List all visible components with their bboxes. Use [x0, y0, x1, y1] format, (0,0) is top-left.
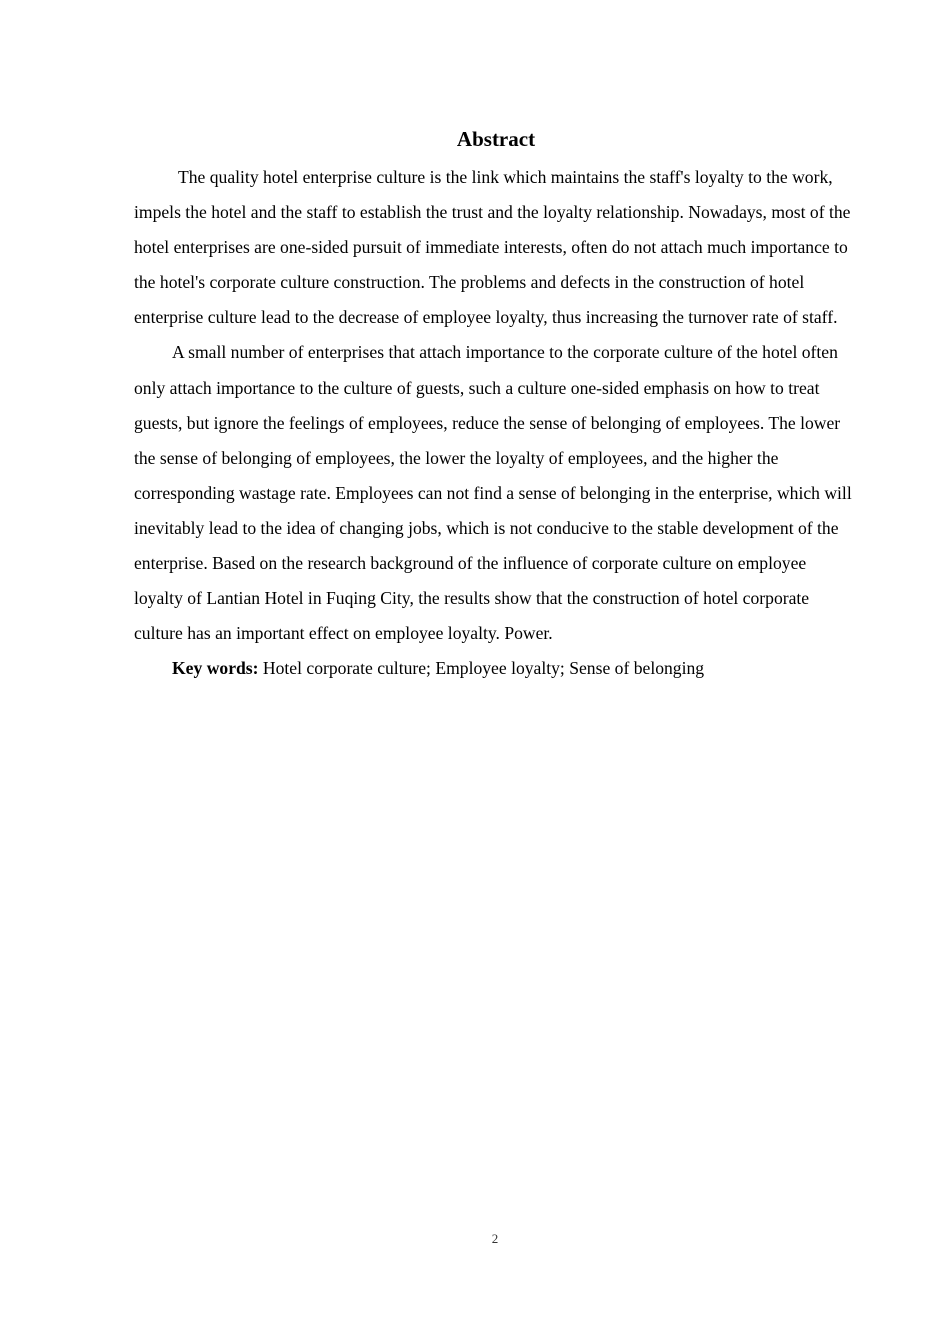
- keywords-line: [134, 651, 858, 686]
- abstract-section: [134, 124, 858, 686]
- abstract-paragraph-1: The quality hotel enterprise culture is the link which maintains the staff's loyalty to the work, impels the hotel and the staff to establish the trust and the loyalty relationship. Nowadays, most of the hotel enterprises are one-sided pursuit of immediate interests, often do not attach much importance to the hotel's corporate culture construction. The problems and defects in the construction of hotel enterprise culture lead to the decrease of employee loyalty, thus increasing the turnover rate of staff.: [134, 167, 851, 328]
- abstract-title: Abstract: [456, 127, 536, 151]
- abstract-paragraph-2: A small number of enterprises that attach importance to the corporate culture of the hotel often only attach importance to the culture of guests, such a culture one-sided emphasis on how to treat guests, but ignore the feelings of employees, reduce the sense of belonging of employees. The lower the sense of belonging of employees, the lower the loyalty of employees, and the higher the corresponding wastage rate. Employees can not find a sense of belonging in the enterprise, which will inevitably lead to the idea of changing jobs, which is not conducive to the stable development of the enterprise. Based on the research background of the influence of corporate culture on employee loyalty of Lantian Hotel in Fuqing City, the results show that the construction of hotel corporate culture has an important effect on employee loyalty. Power.: [134, 342, 852, 644]
- keywords-text: Hotel corporate culture; Employee loyalty; Sense of belonging: [258, 658, 705, 679]
- page-number: 2: [491, 1231, 499, 1246]
- keywords-label: Key words:: [172, 658, 259, 679]
